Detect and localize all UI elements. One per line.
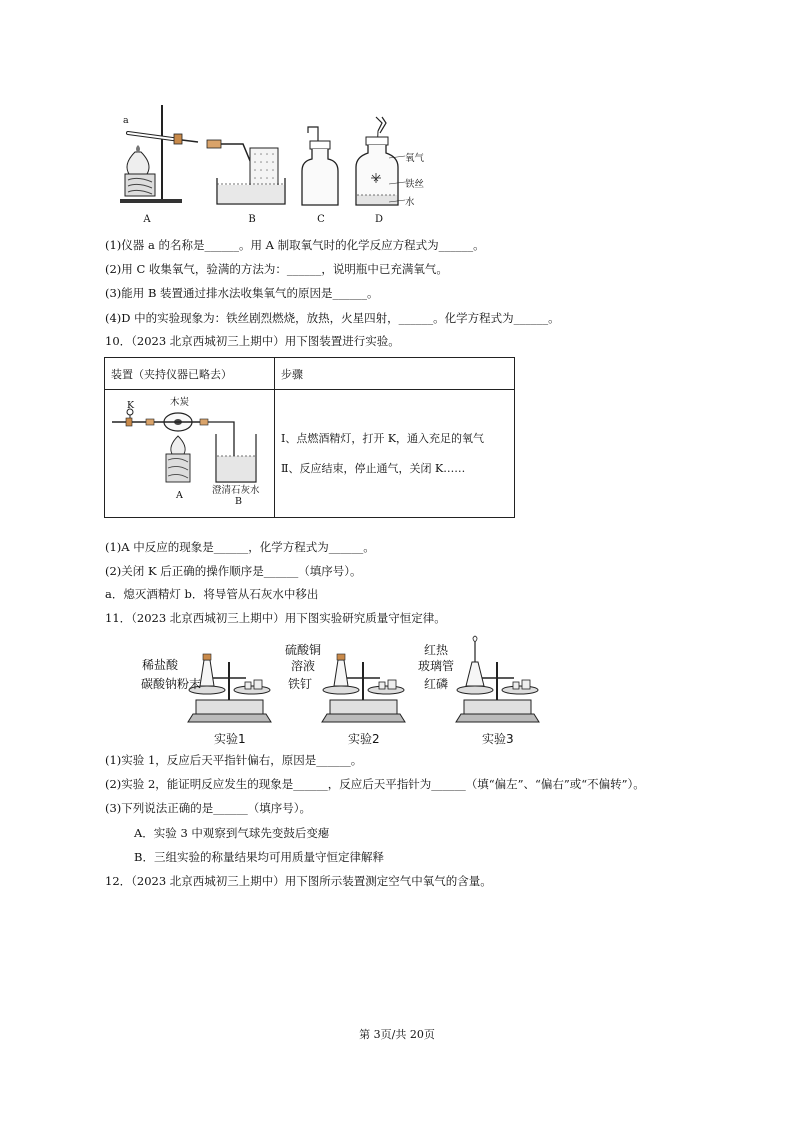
exp2-caption: 实验2 [348, 732, 380, 746]
exp3-label-hot: 红热 [424, 643, 449, 657]
table-header-device: 装置（夹持仪器已略去） [105, 358, 275, 390]
q11-question-3: (3)下列说法正确的是______（填序号）。 [105, 801, 312, 815]
exp1-label-acid: 稀盐酸 [142, 658, 179, 672]
step-1: Ⅰ、点燃酒精灯，打开 K，通入充足的氧气 [281, 431, 485, 445]
q10-label-limewater: 澄清石灰水 [212, 485, 260, 496]
label-d-water: 水 [405, 197, 415, 208]
q9-question-4: (4)D 中的实验现象为：铁丝剧烈燃烧，放热，火星四射，______。化学方程式为______。 [105, 311, 560, 325]
q10-label-k: K [127, 400, 135, 411]
exp2-label-nail: 铁钉 [288, 677, 313, 691]
table-steps-cell [275, 390, 515, 518]
exp1-label-powder: 碳酸钠粉末 [141, 677, 202, 691]
exp3-caption: 实验3 [482, 732, 514, 746]
label-d-wire: 铁丝 [405, 179, 425, 190]
q10-stem: 10．（2023 北京西城初三上期中）用下图装置进行实验。 [105, 334, 400, 348]
q9-question-2: (2)用 C 收集氧气，验满的方法为：______，说明瓶中已充满氧气。 [105, 262, 448, 276]
exp2-label-copper: 硫酸铜 [285, 643, 322, 657]
q10-question-1: (1)A 中反应的现象是______，化学方程式为______。 [105, 540, 375, 554]
caption-c: C [317, 214, 325, 225]
apparatus-d-leaders [385, 150, 405, 210]
label-d-oxygen: 氧气 [405, 153, 425, 164]
exp2-label-solution: 溶液 [291, 659, 316, 673]
caption-d: D [374, 214, 384, 225]
q11-question-2: (2)实验 2，能证明反应发生的现象是______，反应后天平指针为______（填“偏左”、“偏右”或“不偏转”）。 [105, 777, 645, 791]
q12-stem: 12．（2023 北京西城初三上期中）用下图所示装置测定空气中氧气的含量。 [105, 874, 492, 888]
q9-question-1: (1)仪器 a 的名称是______。用 A 制取氧气时的化学反应方程式为______。 [105, 238, 485, 252]
label-a-instrument: a [123, 115, 129, 126]
balance-2-drawing [316, 642, 411, 732]
table-header-steps: 步骤 [275, 358, 515, 390]
q11-stem: 11．（2023 北京西城初三上期中）用下图实验研究质量守恒定律。 [105, 611, 446, 625]
q10-question-2: (2)关闭 K 后正确的操作顺序是______（填序号）。 [105, 564, 362, 578]
q11-question-1: (1)实验 1，反应后天平指针偏右，原因是______。 [105, 753, 363, 767]
q10-options: a．熄灭酒精灯 b．将导管从石灰水中移出 [105, 587, 319, 601]
page-footer: 第 3页/共 20页 [359, 1028, 435, 1041]
q9-question-3: (3)能用 B 装置通过排水法收集氧气的原因是______。 [105, 286, 379, 300]
q10-label-charcoal: 木炭 [170, 397, 190, 408]
q11-option-b: B．三组实验的称量结果均可用质量守恒定律解释 [134, 850, 384, 864]
q10-label-a: A [176, 490, 183, 501]
apparatus-c-drawing [298, 125, 343, 210]
exp3-label-phosphorus: 红磷 [424, 677, 449, 691]
exp3-label-tube: 玻璃管 [418, 659, 455, 673]
exp1-caption: 实验1 [214, 732, 246, 746]
q10-label-b: B [235, 496, 242, 507]
q11-option-a: A．实验 3 中观察到气球先变鼓后变瘪 [134, 826, 330, 840]
apparatus-b-drawing [205, 130, 290, 210]
step-2: Ⅱ、反应结束，停止通气，关闭 K…… [281, 461, 466, 475]
balance-3-drawing [450, 636, 545, 732]
caption-a: A [143, 214, 151, 225]
caption-b: B [248, 214, 256, 225]
